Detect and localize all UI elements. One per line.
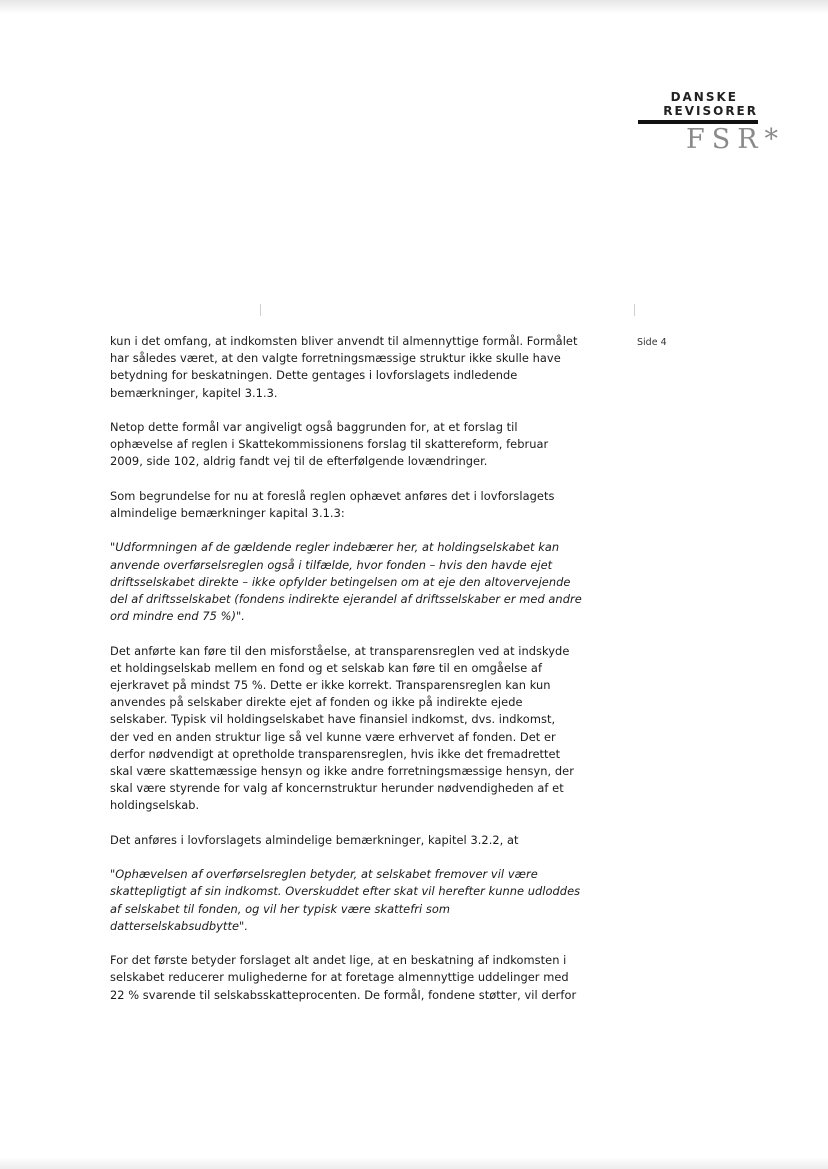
logo-text-danske: DANSKE — [670, 90, 738, 104]
paragraph: kun i det omfang, at indkomsten bliver anvendt til almennyttige formål. Formålet har således været, at den valgte forretningsmæssige struktur ikke skulle have betydning for beskatningen. Dette gentages i lovforslagets indledende bemærkninger, kapitel 3.1.3. — [110, 334, 578, 400]
scan-edge-top — [0, 0, 828, 14]
quote-paragraph: "Ophævelsen af overførselsreglen betyder, at selskabet fremover vil være skattepligtigt af sin indkomst. Overskuddet efter skat vil herefter kunne udloddes af selskabet til fonden, og vil her typisk være skattefri som datterselskabsudbytte". — [110, 867, 581, 933]
margin-tick-left — [260, 304, 261, 316]
fsr-logo — [628, 90, 786, 160]
paragraph: Det anføres i lovforslagets almindelige bemærkninger, kapitel 3.2.2, at — [110, 832, 519, 847]
paragraph: Som begrundelse for nu at foreslå reglen ophævet anføres det i lovforslagets almindelige bemærkninger kapital 3.1.3: — [110, 488, 555, 520]
paragraph: Netop dette formål var angiveligt også baggrunden for, at et forslag til ophævelse af reglen i Skattekommissionens forslag til skattereform, februar 2009, side 102, aldrig fandt vej til de efterfølgende lovændringer. — [110, 420, 549, 469]
logo-mark-fsr: FSR* — [686, 124, 786, 155]
paragraph: Det anførte kan føre til den misforståelse, at transparensreglen ved at indskyde et holdingselskab mellem en fond og et selskab kan føre til en omgåelse af ejerkravet på mindst 75 %. Dette er ikke korrekt. Transparensreglen kan kun anvendes på selskaber direkte ejet af fonden og ikke på indirekte ejede selskaber. Typisk vil holdingselskabet have finansiel indkomst, dvs. indkomst, der ved en anden struktur lige så vel kunne være erhvervet af fonden. Det er derfor nødvendigt at opretholde transparensreglen, hvis ikke det fremadrettet skal være skattemæssige hensyn og ikke andre forretningsmæssige hensyn, der skal være styrende for valg af koncernstruktur herunder nødvendigheden af et holdingselskab. — [110, 643, 574, 813]
page-number-label: Side 4 — [637, 337, 667, 348]
letter-body — [110, 333, 610, 1021]
margin-tick-right — [634, 304, 635, 316]
logo-text-revisorer: REVISORER — [663, 104, 758, 118]
paragraph: For det første betyder forslaget alt andet lige, at en beskatning af indkomsten i selskabet reducerer mulighederne for at foretage almennyttige uddelinger med 22 % svarende til selskabsskatteprocenten. De formål, fondene støtter, vil derfor — [110, 953, 577, 1002]
quote-paragraph: "Udformningen af de gældende regler indebærer her, at holdingselskabet kan anvende overførselsreglen også i tilfælde, hvor fonden – hvis den havde ejet driftsselskabet direkte – ikke opfylder betingelsen om at eje den altovervejende del af driftsselskabet (fondens indirekte ejerandel af driftsselskaber er med andre ord mindre end 75 %)". — [110, 540, 582, 624]
scan-edge-bottom — [0, 1157, 828, 1169]
